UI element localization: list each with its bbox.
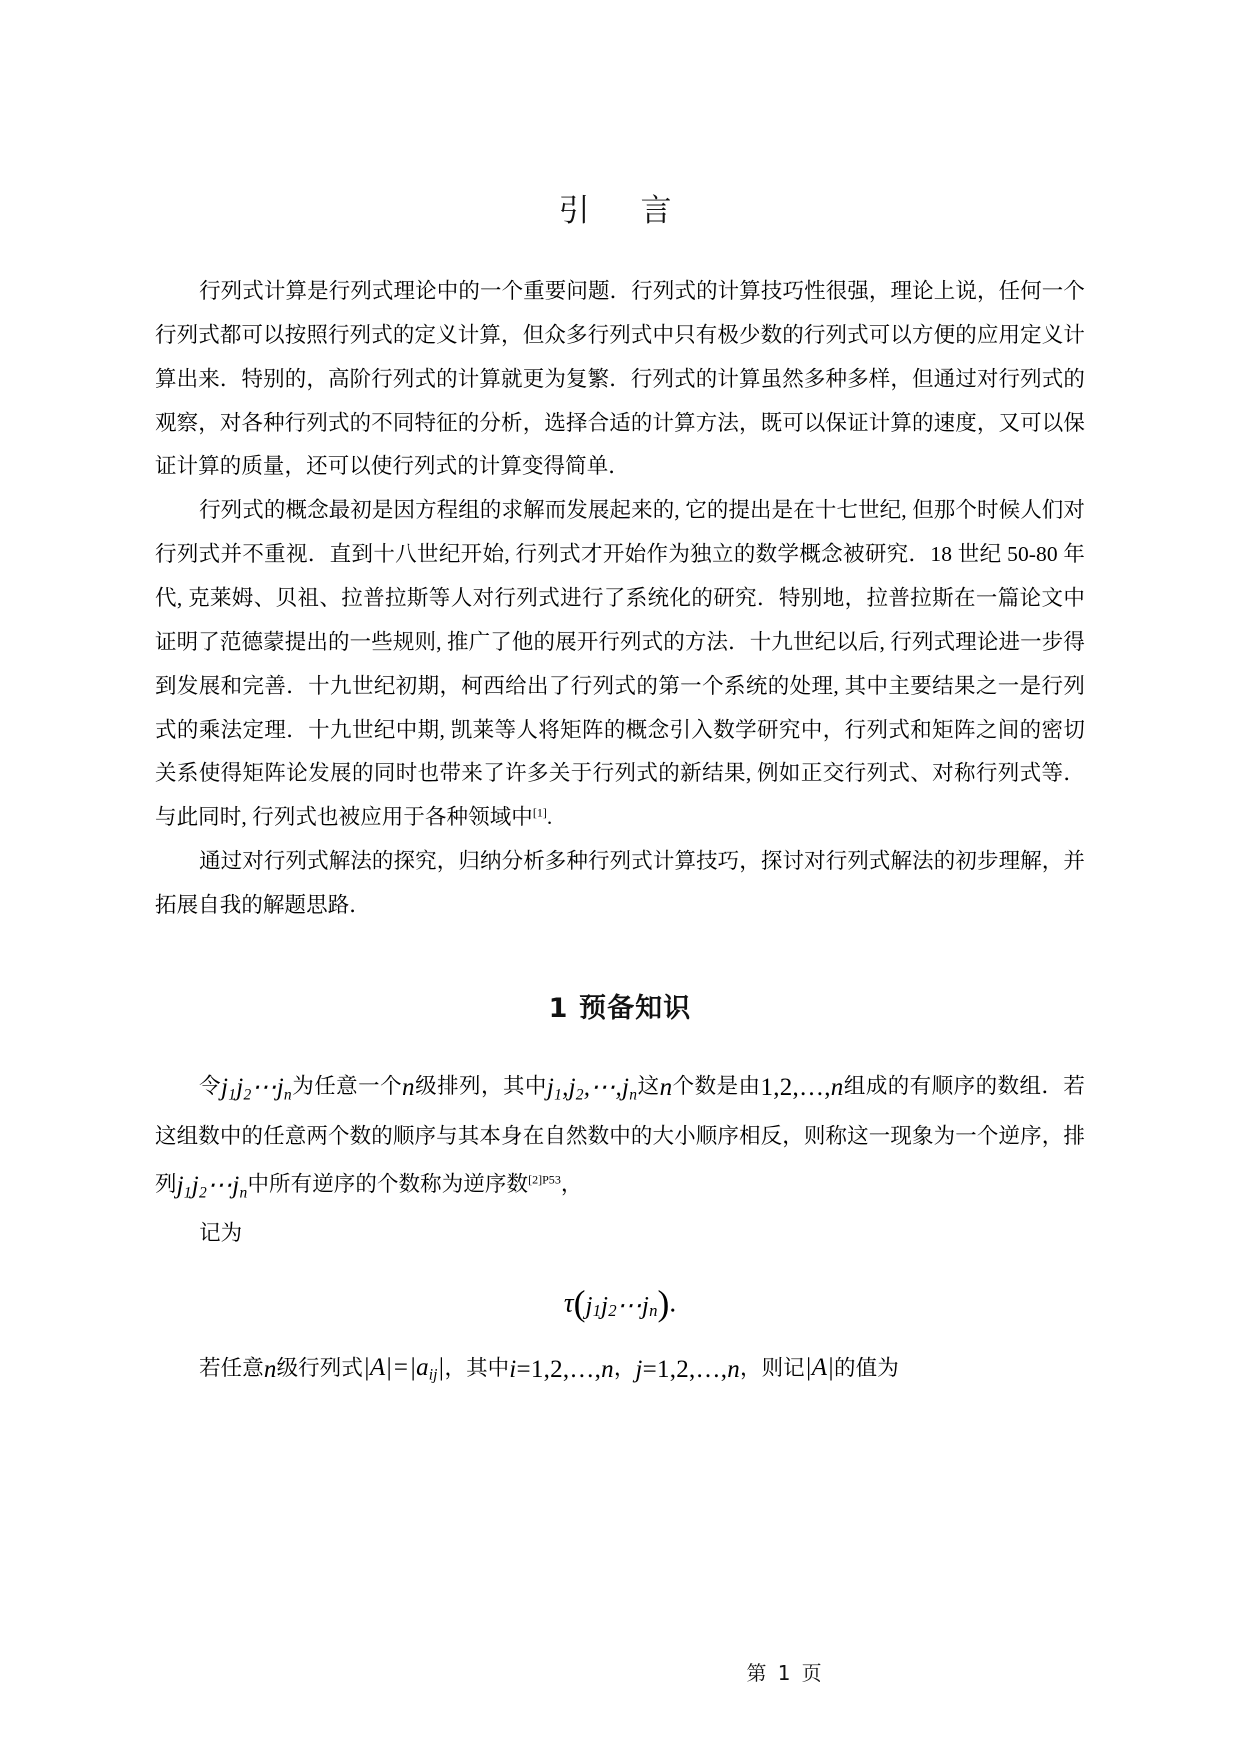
math-comma: ,	[615, 1073, 623, 1101]
math-symbol: j	[622, 1073, 630, 1101]
page-number-footer: 第 1 页	[746, 1661, 824, 1685]
math-sequence-1n	[761, 1074, 844, 1101]
math-index-i	[509, 1356, 614, 1383]
math-numbers: 1,2,…,	[760, 1073, 831, 1101]
section-1-paragraph-2: 记为	[199, 1221, 243, 1246]
math-symbol: j	[601, 1292, 609, 1320]
math-subscript: 1	[554, 1086, 563, 1104]
math-abs-close: |	[437, 1354, 445, 1382]
math-symbol-n: n	[263, 1356, 277, 1384]
math-symbol-n: n	[402, 1073, 415, 1101]
math-symbol: j	[236, 1073, 244, 1101]
math-comma: ,	[562, 1073, 569, 1101]
math-index-j	[635, 1356, 740, 1383]
math-ellipsis: ⋯	[616, 1292, 642, 1320]
math-symbol: j	[585, 1292, 593, 1320]
math-numbers: =1,2,…,	[516, 1356, 602, 1384]
math-symbol: i	[509, 1356, 517, 1384]
math-symbol: n	[601, 1356, 614, 1384]
math-symbol: n	[830, 1073, 844, 1101]
text-run: 若任意	[199, 1356, 264, 1381]
math-permutation-3	[176, 1172, 248, 1202]
math-symbol: n	[727, 1356, 740, 1384]
math-subscript: n	[629, 1086, 638, 1104]
intro-paragraph-2-text: 行列式的概念最初是因方程组的求解而发展起来的, 它的提出是在十七世纪, 但那个时候人们对行列式并不重视．直到十八世纪开始, 行列式才开始作为独立的数学概念被研究．18 世纪 50-80 年代, 克莱姆、贝祖、拉普拉斯等人对行列式进行了系统化的研究．特别地，拉普拉斯在一篇论文中证明了范德蒙提出的一些规则, 推广了他的展开行列式的方法．十九世纪以后, 行列式理论进一步得到发展和完善．十九世纪初期，柯西给出了行列式的第一个系统的处理, 其中主要结果之一是行列式的乘法定理．十九世纪中期, 凯莱等人将矩阵的概念引入数学研究中，行列式和矩阵之间的密切关系使得矩阵论发展的同时也带来了许多关于行列式的新结果, 例如正交行列式、对称行列式等．与此同时, 行列式也被应用于各种领域中	[155, 498, 1085, 830]
text-run: 这	[637, 1073, 660, 1098]
math-subscript-ij: ij	[428, 1366, 438, 1384]
math-subscript: n	[283, 1086, 292, 1104]
math-rparen: )	[657, 1283, 670, 1324]
intro-paragraph-2	[155, 489, 1085, 840]
math-symbol-n: n	[659, 1073, 673, 1101]
math-subscript: 2	[608, 1301, 617, 1321]
math-numbers: =1,2,…,	[642, 1356, 728, 1384]
math-subscript: 2	[243, 1086, 252, 1104]
text-run: 的值为	[834, 1356, 899, 1381]
math-symbol: j	[176, 1172, 184, 1200]
intro-paragraph-3: 通过对行列式解法的探究，归纳分析多种行列式计算技巧，探讨对行列式解法的初步理解，并拓展自我的解题思路．	[155, 849, 1085, 918]
text-run: 令	[199, 1073, 222, 1098]
section-1-paragraph-1	[155, 1061, 1085, 1213]
citation-marker-1: [1]	[532, 805, 547, 820]
math-subscript: 1	[228, 1086, 237, 1104]
intro-paragraph-2-tail: .	[546, 805, 553, 830]
text-run: 组成的有顺序的数组．若这组数中的任意两个数的顺序与其本身在自然数中的大小顺序相反，则称这一现象为一个逆序，排列	[155, 1073, 1085, 1197]
text-run: ，	[613, 1356, 636, 1381]
math-symbol: j	[232, 1172, 240, 1200]
math-ellipsis: ⋯	[251, 1073, 277, 1101]
math-symbol: j	[221, 1073, 229, 1101]
math-subscript: 1	[592, 1301, 602, 1321]
math-abs-A-2: |A|	[804, 1354, 835, 1382]
display-formula-tau	[155, 1282, 1085, 1324]
math-subscript: n	[649, 1301, 658, 1321]
text-run: ，则记	[739, 1356, 805, 1381]
text-run: 个数是由	[672, 1073, 761, 1098]
text-run: ，其中	[444, 1356, 510, 1381]
text-run: 级排列，其中	[414, 1073, 547, 1098]
page-title: 引 言	[558, 193, 682, 229]
text-run: 中所有逆序的个数称为逆序数	[247, 1172, 529, 1197]
math-symbol: j	[641, 1292, 650, 1320]
math-ellipsis: ⋯	[590, 1073, 616, 1101]
math-symbol: j	[276, 1073, 284, 1101]
math-tau: τ	[563, 1287, 574, 1318]
intro-paragraph-1: 行列式计算是行列式理论中的一个重要问题．行列式的计算技巧性很强，理论上说，任何一个行列式都可以按照行列式的定义计算，但众多行列式中只有极少数的行列式可以方便的应用定义计算出来．特别的，高阶行列式的计算就更为复繁．行列式的计算虽然多种多样，但通过对行列式的观察，对各种行列式的不同特征的分析，选择合适的计算方法，既可以保证计算的速度，又可以保证计算的质量，还可以使行列式的计算变得简单．	[155, 279, 1085, 479]
math-permutation-1	[221, 1073, 292, 1104]
text-run: 级行列式	[276, 1356, 363, 1381]
math-permutation-2	[546, 1073, 638, 1104]
math-subscript: 1	[183, 1184, 192, 1202]
citation-marker-2: [2]P53	[528, 1173, 561, 1188]
page-content	[155, 0, 1085, 1395]
section-1-paragraph-3	[155, 1342, 1085, 1395]
math-symbol: j	[546, 1073, 555, 1101]
math-determinant-def	[362, 1354, 445, 1384]
text-run: ，	[560, 1172, 583, 1197]
math-lparen: (	[573, 1283, 586, 1324]
math-symbol: j	[635, 1356, 643, 1384]
math-comma: ,	[583, 1073, 591, 1101]
math-period: .	[669, 1287, 677, 1318]
section-1-heading: 1 预备知识	[548, 992, 692, 1024]
math-subscript: 2	[575, 1086, 584, 1104]
math-abs-A: |A|	[362, 1354, 393, 1382]
math-ellipsis: ⋯	[207, 1172, 233, 1200]
math-abs-a: |a	[409, 1354, 429, 1382]
math-symbol: j	[568, 1073, 576, 1101]
math-subscript: 2	[199, 1184, 207, 1202]
math-symbol: j	[191, 1172, 199, 1200]
math-subscript: n	[239, 1184, 248, 1202]
text-run: 为任意一个	[291, 1073, 403, 1098]
math-equals: =	[392, 1354, 410, 1382]
